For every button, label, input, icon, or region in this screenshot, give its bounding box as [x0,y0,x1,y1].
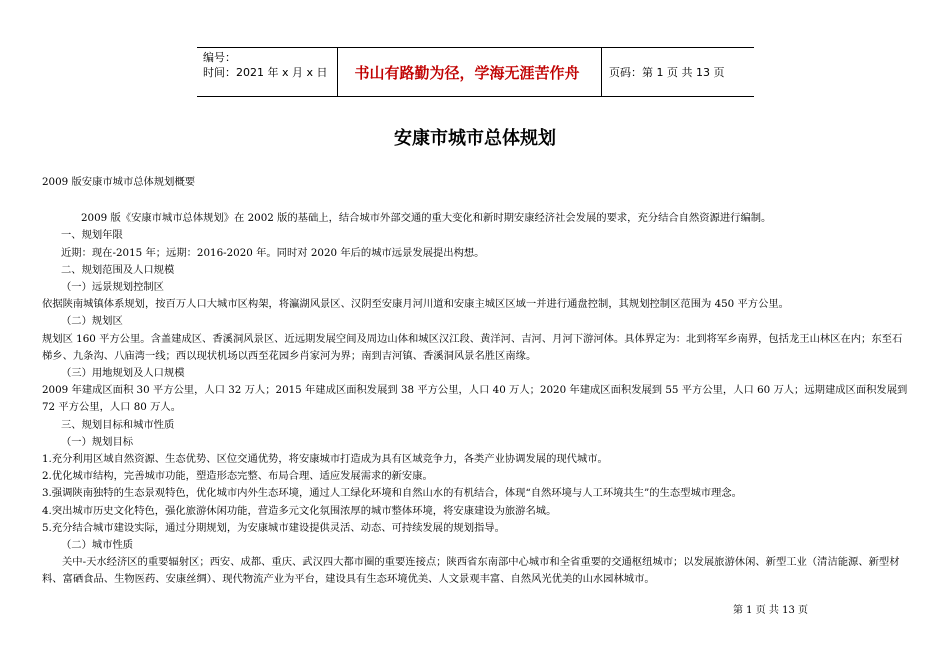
subsection-heading: （二）规划区 [61,315,123,328]
subsection-heading: （一）规划目标 [61,435,134,448]
section-heading: 三、规划目标和城市性质 [61,418,175,431]
header-page-code: 页码：第 1 页 共 13 页 [609,66,725,79]
paragraph: 规划区 160 平方公里。含盖建成区、香溪洞风景区、近远期发展空间及周边山体和城区汉江段、黄洋河、吉河、月河下游河体。具体界定为：北到将军乡南界，包括龙王山林区在内；东至石梯乡、九条沟、八庙湾一线；西以现状机场以西至花园乡肖家河为界；南到吉河镇、香溪洞风景名胜区南缘。 [42,332,903,362]
page-footer: 第 1 页 共 13 页 [733,605,808,616]
list-item: 2.优化城市结构，完善城市功能，塑造形态完整、布局合理、适应发展需求的新安康。 [42,470,433,483]
header-bottom-rule [197,96,754,97]
paragraph: 关中-天水经济区的重要辐射区；西安、成都、重庆、武汉四大都市圈的重要连接点；陕西省东南部中心城市和全省重要的交通枢纽城市；以发展旅游休闲、新型工业（清洁能源、新型材料、富硒食品、生物医药、安康丝绸）、现代物流产业为平台，建设具有生态环境优美、人文景观丰富、自然风光优美的山水园林城市。 [42,556,900,586]
subsection-heading: （三）用地规划及人口规模 [61,367,185,380]
section-heading: 一、规划年限 [61,229,123,242]
subsection-heading: （一）远景规划控制区 [61,281,164,294]
document-body [42,174,911,589]
header-info [203,50,333,80]
header-number: 编号： [203,51,236,64]
subsection-heading: （二）城市性质 [61,539,134,552]
header-top-rule [197,47,754,48]
section-heading: 二、规划范围及人口规模 [61,263,175,276]
header-divider-right [601,48,602,96]
list-item: 1.充分利用区域自然资源、生态优势、区位交通优势，将安康城市打造成为具有区域竞争力，各类产业协调发展的现代城市。 [42,453,608,466]
list-item: 5.充分结合城市建设实际，通过分期规划，为安康城市建设提供灵活、动态、可持续发展的规划指导。 [42,521,505,534]
summary-heading: 2009 版安康市城市总体规划概要 [42,176,196,188]
paragraph: 近期：现在-2015 年；远期：2016-2020 年。同时对 2020 年后的城市远景发展提出构想。 [61,246,485,259]
header-time: 时间：2021 年 x 月 x 日 [203,66,328,79]
header-motto: 书山有路勤为径，学海无涯苦作舟 [354,64,580,82]
list-item: 3.强调陕南独特的生态景观特色，优化城市内外生态环境，通过人工绿化环境和自然山水的有机结合，体现“自然环境与人工环境共生”的生态型城市理念。 [42,487,742,500]
paragraph: 依据陕南城镇体系规划，按百万人口大城市区构架，将瀛湖风景区、汉阴至安康月河川道和安康主城区区域一并进行通盘控制，其规划控制区范围为 450 平方公里。 [42,298,789,311]
list-item: 4.突出城市历史文化特色，强化旅游休闲功能，营造多元文化氛围浓厚的城市整体环境，将安康建设为旅游名城。 [42,504,557,517]
document-title: 安康市城市总体规划 [394,128,556,149]
paragraph: 2009 年建成区面积 30 平方公里，人口 32 万人；2015 年建成区面积发展到 38 平方公里，人口 40 万人；2020 年建成区面积发展到 55 平方公里，人口 60 万人；远期建成区面积发展到 72 平方公里，人口 80 万人。 [42,384,908,414]
paragraph: 2009 版《安康市城市总体规划》在 2002 版的基础上，结合城市外部交通的重大变化和新时期安康经济社会发展的要求，充分结合自然资源进行编制。 [81,212,772,225]
